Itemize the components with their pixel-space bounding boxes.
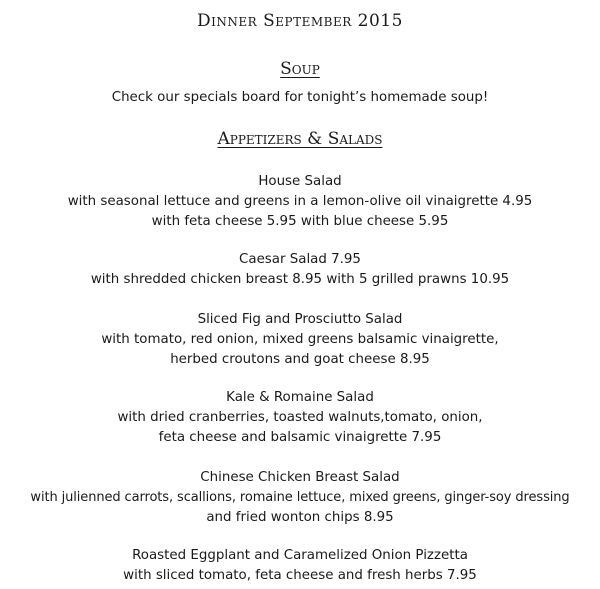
- menu-item-description: with feta cheese 5.95 with blue cheese 5.95: [151, 214, 449, 229]
- menu-item-description: and fried wonton chips 8.95: [206, 510, 394, 525]
- soup-heading-text: Soup: [280, 59, 320, 79]
- appetizers-heading: [0, 128, 600, 150]
- menu-item-description: with julienned carrots, scallions, romaine lettuce, mixed greens, ginger-soy dressing: [30, 490, 570, 505]
- appetizers-heading-text: Appetizers & Salads: [217, 129, 383, 149]
- soup-heading: [0, 58, 600, 80]
- menu-item-name: Sliced Fig and Prosciutto Salad: [197, 312, 403, 327]
- menu-item-name: Chinese Chicken Breast Salad: [200, 470, 400, 485]
- menu-title: Dinner September 2015: [197, 11, 403, 31]
- menu-item-description: feta cheese and balsamic vinaigrette 7.95: [158, 430, 442, 445]
- menu-item-name: House Salad: [258, 174, 342, 189]
- menu-item-description: with tomato, red onion, mixed greens balsamic vinaigrette,: [101, 332, 499, 347]
- menu-item-description: with dried cranberries, toasted walnuts,tomato, onion,: [117, 410, 483, 425]
- menu-item-name: Roasted Eggplant and Caramelized Onion Pizzetta: [132, 548, 468, 563]
- menu-item-name: Kale & Romaine Salad: [226, 390, 374, 405]
- menu-item-description: with sliced tomato, feta cheese and fresh herbs 7.95: [123, 568, 477, 583]
- menu-item-description: herbed croutons and goat cheese 8.95: [170, 352, 430, 367]
- menu-item-name: Caesar Salad 7.95: [239, 252, 361, 267]
- menu-item-description: with shredded chicken breast 8.95 with 5 grilled prawns 10.95: [90, 272, 510, 287]
- soup-description: Check our specials board for tonight’s homemade soup!: [111, 90, 489, 105]
- menu-item-description: with seasonal lettuce and greens in a lemon-olive oil vinaigrette 4.95: [67, 194, 533, 209]
